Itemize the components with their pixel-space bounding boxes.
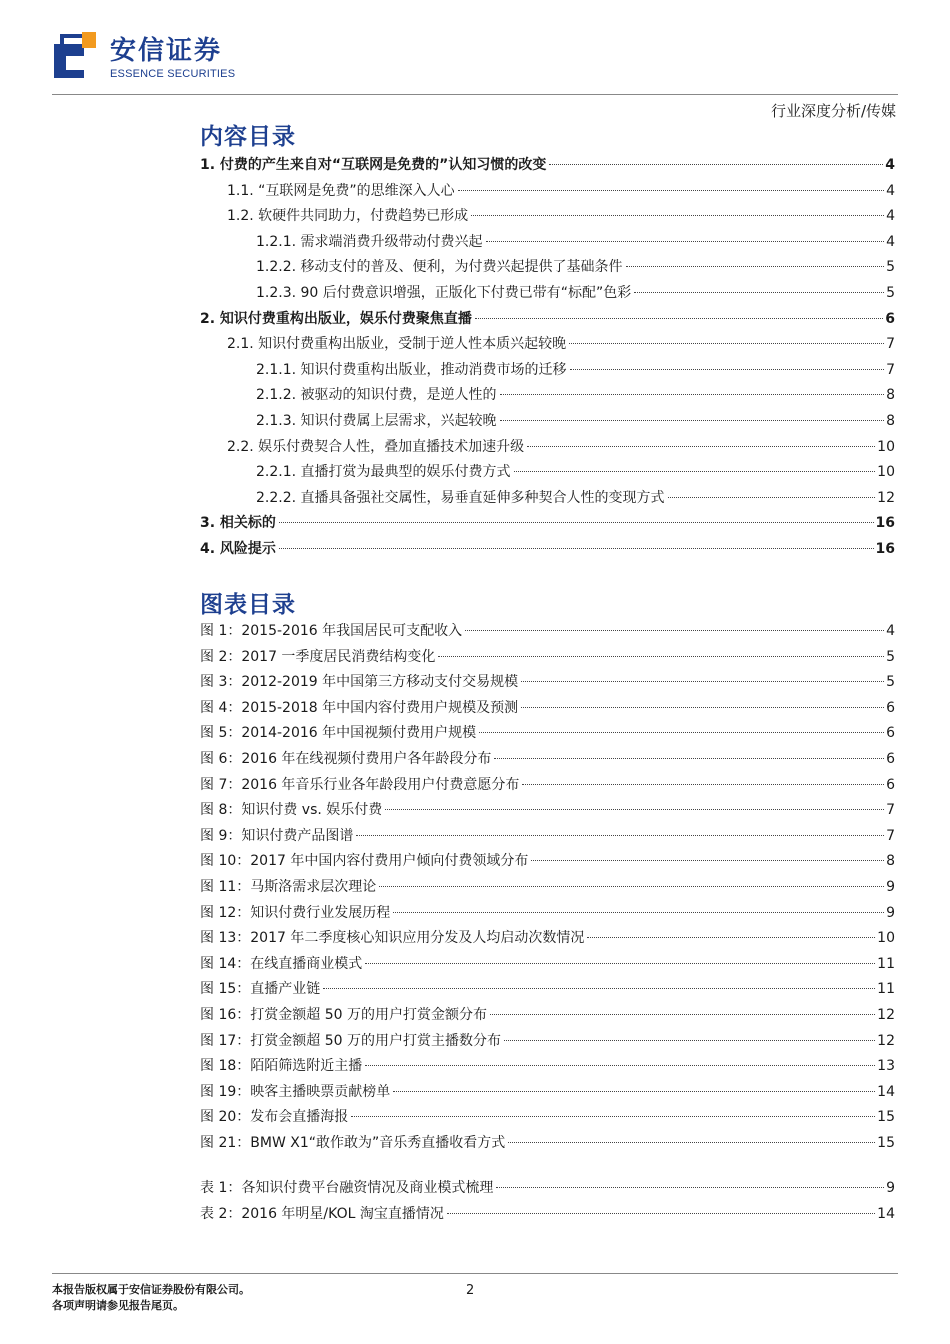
figure-entry[interactable]: 图 15：直播产业链 11 <box>200 981 895 998</box>
toc-entry[interactable]: 2.1.2. 被驱动的知识付费，是逆人性的 8 <box>256 387 895 404</box>
table-list-gap <box>200 1157 895 1177</box>
toc-entry[interactable]: 3. 相关标的 16 <box>200 515 895 532</box>
toc-entry[interactable]: 2.2.2. 直播具备强社交属性，易垂直延伸多种契合人性的变现方式 12 <box>256 489 895 506</box>
report-category: 行业深度分析/传媒 <box>770 102 896 120</box>
figure-entry[interactable]: 图 18：陌陌筛选附近主播 13 <box>200 1058 895 1075</box>
table-entry[interactable]: 表 2：2016 年明星/KOL 淘宝直播情况 14 <box>200 1206 895 1223</box>
figure-entry[interactable]: 图 6：2016 年在线视频付费用户各年龄段分布 6 <box>200 750 895 767</box>
toc-entry[interactable]: 1.1. “互联网是免费”的思维深入人心 4 <box>227 182 895 199</box>
figure-entry[interactable]: 图 1：2015-2016 年我国居民可支配收入 4 <box>200 623 895 639</box>
table-entry[interactable]: 表 1：各知识付费平台融资情况及商业模式梳理 9 <box>200 1180 895 1197</box>
footer-disclaimer: 各项声明请参见报告尾页。 <box>52 1299 184 1312</box>
figure-entry[interactable]: 图 11：马斯洛需求层次理论 9 <box>200 878 895 895</box>
brand-name-en: ESSENCE SECURITIES <box>110 68 236 80</box>
toc-entry[interactable]: 2.2. 娱乐付费契合人性，叠加直播技术加速升级 10 <box>227 438 895 455</box>
toc-entry[interactable]: 2. 知识付费重构出版业，娱乐付费聚焦直播 6 <box>200 310 895 327</box>
figures-title: 图表目录 <box>200 592 296 618</box>
figure-entry[interactable]: 图 7：2016 年音乐行业各年龄段用户付费意愿分布 6 <box>200 776 895 793</box>
figure-entry[interactable]: 图 20：发布会直播海报 15 <box>200 1109 895 1126</box>
contents-list <box>200 154 895 564</box>
toc-entry[interactable]: 2.1. 知识付费重构出版业，受制于逆人性本质兴起较晚 7 <box>227 336 895 353</box>
figure-entry[interactable]: 图 3：2012-2019 年中国第三方移动支付交易规模 5 <box>200 674 895 691</box>
header-divider <box>52 94 898 95</box>
toc-entry[interactable]: 1.2.2. 移动支付的普及、便利，为付费兴起提供了基础条件 5 <box>256 259 895 276</box>
brand-name-cn: 安信证券 <box>110 36 223 66</box>
figure-entry[interactable]: 图 14：在线直播商业模式 11 <box>200 955 895 972</box>
figure-entry[interactable]: 图 17：打赏金额超 50 万的用户打赏主播数分布 12 <box>200 1032 895 1049</box>
page-number: 2 <box>466 1283 475 1298</box>
figures-list <box>200 620 895 1229</box>
toc-entry[interactable]: 1.2.3. 90 后付费意识增强，正版化下付费已带有“标配”色彩 5 <box>256 284 895 301</box>
toc-entry[interactable]: 1. 付费的产生来自对“互联网是免费的”认知习惯的改变 4 <box>200 157 895 173</box>
toc-entry[interactable]: 1.2. 软硬件共同助力，付费趋势已形成 4 <box>227 208 895 225</box>
figure-entry[interactable]: 图 12：知识付费行业发展历程 9 <box>200 904 895 921</box>
toc-entry[interactable]: 4. 风险提示 16 <box>200 540 895 557</box>
figure-entry[interactable]: 图 9：知识付费产品图谱 7 <box>200 827 895 844</box>
essence-logo-icon <box>52 30 98 82</box>
figure-entry[interactable]: 图 19：映客主播映票贡献榜单 14 <box>200 1083 895 1100</box>
figure-entry[interactable]: 图 4：2015-2018 年中国内容付费用户规模及预测 6 <box>200 699 895 716</box>
toc-entry[interactable]: 2.2.1. 直播打赏为最典型的娱乐付费方式 10 <box>256 464 895 481</box>
figure-entry[interactable]: 图 2：2017 一季度居民消费结构变化 5 <box>200 648 895 665</box>
figure-entry[interactable]: 图 8：知识付费 vs. 娱乐付费 7 <box>200 802 895 819</box>
figure-entry[interactable]: 图 16：打赏金额超 50 万的用户打赏金额分布 12 <box>200 1006 895 1023</box>
figure-entry[interactable]: 图 21：BMW X1“敢作敢为”音乐秀直播收看方式 15 <box>200 1134 895 1151</box>
toc-entry[interactable]: 2.1.3. 知识付费属上层需求，兴起较晚 8 <box>256 412 895 429</box>
figure-entry[interactable]: 图 13：2017 年二季度核心知识应用分发及人均启动次数情况 10 <box>200 930 895 947</box>
toc-entry[interactable]: 1.2.1. 需求端消费升级带动付费兴起 4 <box>256 233 895 250</box>
toc-entry[interactable]: 2.1.1. 知识付费重构出版业，推动消费市场的迁移 7 <box>256 361 895 378</box>
footer-copyright: 本报告版权属于安信证券股份有限公司。 <box>52 1283 250 1296</box>
contents-title: 内容目录 <box>200 124 296 150</box>
footer-divider <box>52 1273 898 1274</box>
figure-entry[interactable]: 图 5：2014-2016 年中国视频付费用户规模 6 <box>200 725 895 742</box>
figure-entry[interactable]: 图 10：2017 年中国内容付费用户倾向付费领域分布 8 <box>200 853 895 870</box>
